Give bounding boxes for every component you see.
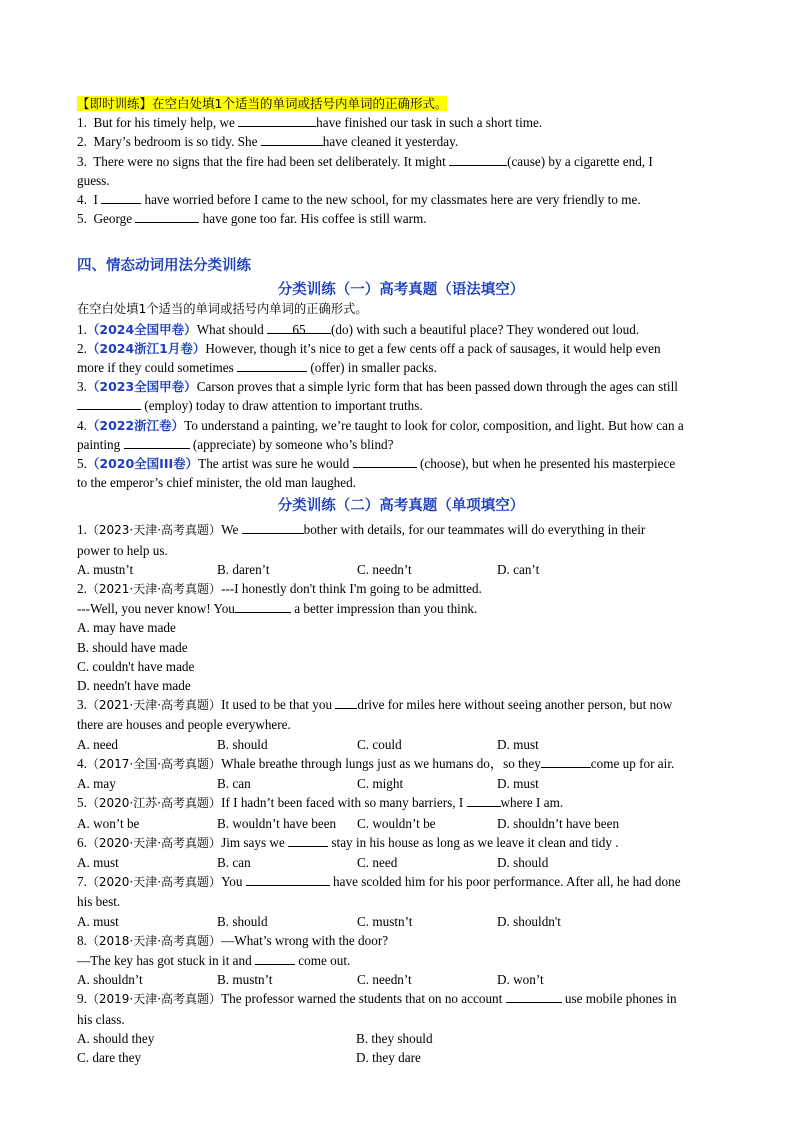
grammar-item-3: 3.（2023全国甲卷）Carson proves that a simple lyric form that has been passed down through the ages can still xyxy=(77,379,678,395)
option-a[interactable]: A. should they xyxy=(77,1030,155,1046)
option-c[interactable]: C. wouldn’t be xyxy=(357,815,436,831)
answer-blank[interactable] xyxy=(255,951,295,965)
options-row xyxy=(77,1048,725,1067)
answer-blank[interactable] xyxy=(242,520,304,534)
practice-item-3: 3. There were no signs that the fire had been set deliberately. It might (cause) by a cigarette end, I xyxy=(77,153,653,169)
option-b[interactable]: B. mustn’t xyxy=(217,972,273,988)
grammar-item-2-cont: more if they could sometimes (offer) in smaller packs. xyxy=(77,360,437,376)
options-row xyxy=(77,970,725,989)
options-row xyxy=(77,560,725,579)
option-a[interactable]: A. shouldn’t xyxy=(77,972,143,988)
answer-blank[interactable]: 65 xyxy=(267,320,331,334)
options-row xyxy=(77,853,725,872)
grammar-item-3-cont: (employ) today to draw attention to important truths. xyxy=(77,396,725,415)
option-a[interactable]: A. must xyxy=(77,913,119,929)
answer-blank[interactable] xyxy=(246,872,330,886)
option-d[interactable]: D. they dare xyxy=(356,1049,421,1065)
answer-blank[interactable] xyxy=(124,435,190,449)
option-a[interactable]: A. need xyxy=(77,736,119,752)
choice-question-4: 4.（2017·全国·高考真题）Whale breathe through lungs just as we humans do，so they come up for air. xyxy=(77,755,675,771)
choice-question-2: 2.（2021·天津·高考真题）---I honestly don't think I'm going to be admitted. xyxy=(77,581,482,597)
option-b[interactable]: B. daren’t xyxy=(217,561,270,577)
subsection-title-choice: 分类训练（二）高考真题（单项填空） xyxy=(277,498,525,515)
option-b[interactable]: B. can xyxy=(217,776,251,792)
option-d[interactable]: D. should xyxy=(497,854,549,870)
grammar-item-5-cont: to the emperor’s chief minister, the old man laughed. xyxy=(77,475,357,491)
option-b[interactable]: B. wouldn’t have been xyxy=(217,815,337,831)
option-d[interactable]: D. shouldn't xyxy=(497,913,561,929)
option-a[interactable]: A. won’t be xyxy=(77,815,140,831)
option-b[interactable]: B. should xyxy=(217,736,268,752)
option-a[interactable]: A. may have made xyxy=(77,620,176,636)
option-a[interactable]: A. may xyxy=(77,776,116,792)
practice-item-2: 2. Mary’s bedroom is so tidy. She have cleaned it yesterday. xyxy=(77,134,459,150)
option-d[interactable]: D. needn't have made xyxy=(77,678,191,694)
answer-blank[interactable] xyxy=(449,152,507,166)
practice-item-5: 5. George have gone too far. His coffee is still warm. xyxy=(77,211,427,227)
options-row xyxy=(77,1029,725,1048)
options-row xyxy=(77,912,725,931)
choice-question-1: 1.（2023·天津·高考真题）We bother with details, for our teammates will do everything in their xyxy=(77,522,646,538)
option-b[interactable]: B. they should xyxy=(356,1030,433,1046)
grammar-item-4-cont: painting (appreciate) by someone who’s blind? xyxy=(77,436,394,452)
choice-question-3: 3.（2021·天津·高考真题）It used to be that you drive for miles here without seeing another person, but now xyxy=(77,697,673,713)
answer-blank[interactable] xyxy=(353,454,417,468)
option-c[interactable]: C. mustn’t xyxy=(357,913,413,929)
option-c[interactable]: C. couldn't have made xyxy=(77,658,195,674)
subsection-title-grammar: 分类训练（一）高考真题（语法填空） xyxy=(277,282,525,299)
practice-instruction: 【即时训练】在空白处填1个适当的单词或括号内单词的正确形式。 xyxy=(77,96,448,111)
option-d[interactable]: D. must xyxy=(497,776,539,792)
answer-blank[interactable] xyxy=(77,396,141,410)
document-page: 【即时训练】在空白处填1个适当的单词或括号内单词的正确形式。 1. But for his timely help, we have finished our task in such a short time. 2. Mary’s bedroom is so tidy. She have cleaned it yesterday. 3. There were no signs that the fire had been set deliberately. It might (cause) by a cigarette end, I guess. 4. I have worried before I came to the new school, for my classmates here are very friendly to me. 5. George have gone too far. His coffee is still warm. 四、情态动词用法分类训练 分类训练（一）高考真题（语法填空） 在空白处填1个适当的单词或括号内单词的正确形式。 1.（2024全国甲卷）What should 65 (do) with such a beautiful place? They wondered out loud. 2.（2024浙江1月卷）However, though it’s nice to get a few cents off a pack of sausages, it would help even more if they could sometimes (offer) in smaller packs. 3.（2023全国甲卷）Carson proves that a simple lyric form that has been passed down through the ages can still (employ) today to draw attention to important truths. 4.（2022浙江卷）To understand a painting, we’re taught to look for color, composition, and light. But how can a painting (appreciate) by someone who’s blind? 5.（2020全国III卷）The artist was sure he would (choose), but when he presented his masterpiece to the emperor’s chief minister, the old man laughed. 分类训练（二）高考真题（单项填空） 1.（2023·天津·高考真题）We bother with details, for our teammates will do everything in their power to help us. A. mustn’t B. daren’t C. needn’t D. can’t 2.（2021·天津·高考真题）---I honestly don't think I'm going to be admitted. ---Well, you never know! You a better impression than you think. A. may have made B. should have made C. couldn't have made D. needn't have made 3.（2021·天津·高考真题）It used to be that you drive for miles here without seeing another person, but now there are houses and people everywhere. A. need B. should C. could D. must 4.（2017·全国·高考真题）Whale breathe through lungs just as we humans do，so they come up for air. A. may B. can C. might D. must 5.（2020·江苏·高考真题）If I hadn’t been faced with so many barriers, I where I am. A. won’t be B. wouldn’t have been C. wouldn’t be D. shouldn’t have been 6.（2020·天津·高考真题）Jim says we stay in his house as long as we leave it clean and tidy . A. must B. can C. need D. should 7.（2020·天津·高考真题）You have scolded him for his poor performance. After all, he had done his best. A. must B. should C. mustn’t D. shouldn't 8.（2018·天津·高考真题）—What’s wrong with the door? —The key has got stuck in it and come out. A. shouldn’t B. mustn’t C. needn’t D. won’t 9.（2019·天津·高考真题）The professor warned the students that on no account use mobile phones in his class. A. should they B. they should C. dare they D. they dare xyxy=(77,94,725,1067)
grammar-item-5: 5.（2020全国III卷）The artist was sure he would (choose), but when he presented his masterpiece xyxy=(77,456,676,472)
answer-blank[interactable] xyxy=(506,989,562,1003)
option-a[interactable]: A. mustn’t xyxy=(77,561,134,577)
option-d[interactable]: D. can’t xyxy=(497,561,540,577)
answer-blank[interactable] xyxy=(238,113,316,127)
answer-blank[interactable] xyxy=(135,209,199,223)
options-row xyxy=(77,814,725,833)
choice-question-8: 8.（2018·天津·高考真题）—What’s wrong with the door? xyxy=(77,932,389,948)
option-b[interactable]: B. should have made xyxy=(77,639,188,655)
option-b[interactable]: B. can xyxy=(217,854,251,870)
choice-question-9: 9.（2019·天津·高考真题）The professor warned the students that on no account use mobile phones in xyxy=(77,991,677,1007)
option-b[interactable]: B. should xyxy=(217,913,268,929)
option-c[interactable]: C. needn’t xyxy=(357,561,412,577)
answer-blank[interactable] xyxy=(335,695,357,709)
answer-blank[interactable] xyxy=(237,358,307,372)
options-row xyxy=(77,735,725,754)
option-d[interactable]: D. must xyxy=(497,736,539,752)
choice-question-5: 5.（2020·江苏·高考真题）If I hadn’t been faced with so many barriers, I where I am. xyxy=(77,795,564,811)
choice-question-6: 6.（2020·天津·高考真题）Jim says we stay in his house as long as we leave it clean and tidy . xyxy=(77,834,619,850)
section-title: 四、情态动词用法分类训练 xyxy=(77,258,251,275)
practice-item-3-cont: guess. xyxy=(77,172,110,188)
option-c[interactable]: C. dare they xyxy=(77,1049,142,1065)
answer-blank[interactable] xyxy=(541,754,591,768)
answer-blank[interactable] xyxy=(235,599,291,613)
grammar-instruction: 在空白处填1个适当的单词或括号内单词的正确形式。 xyxy=(77,302,368,317)
option-d[interactable]: D. won’t xyxy=(497,972,544,988)
choice-question-7: 7.（2020·天津·高考真题）You have scolded him for his poor performance. After all, he had done xyxy=(77,874,681,890)
practice-item-1: 1. But for his timely help, we have finished our task in such a short time. xyxy=(77,115,543,131)
option-c[interactable]: C. need xyxy=(357,854,398,870)
answer-blank[interactable] xyxy=(288,833,328,847)
practice-item-4: 4. I have worried before I came to the new school, for my classmates here are very friendly to me. xyxy=(77,192,641,208)
option-c[interactable]: C. might xyxy=(357,776,404,792)
grammar-item-2: 2.（2024浙江1月卷）However, though it’s nice to get a few cents off a pack of sausages, it would help even xyxy=(77,340,661,356)
option-a[interactable]: A. must xyxy=(77,854,119,870)
answer-blank[interactable] xyxy=(467,793,501,807)
grammar-item-1: 1.（2024全国甲卷）What should 65 (do) with such a beautiful place? They wondered out loud. xyxy=(77,321,640,337)
grammar-item-4: 4.（2022浙江卷）To understand a painting, we’re taught to look for color, composition, and light. But how can a xyxy=(77,417,684,433)
option-c[interactable]: C. could xyxy=(357,736,402,752)
option-c[interactable]: C. needn’t xyxy=(357,972,412,988)
options-row xyxy=(77,774,725,793)
answer-blank[interactable] xyxy=(101,190,141,204)
option-d[interactable]: D. shouldn’t have been xyxy=(497,815,620,831)
answer-blank[interactable] xyxy=(261,132,323,146)
